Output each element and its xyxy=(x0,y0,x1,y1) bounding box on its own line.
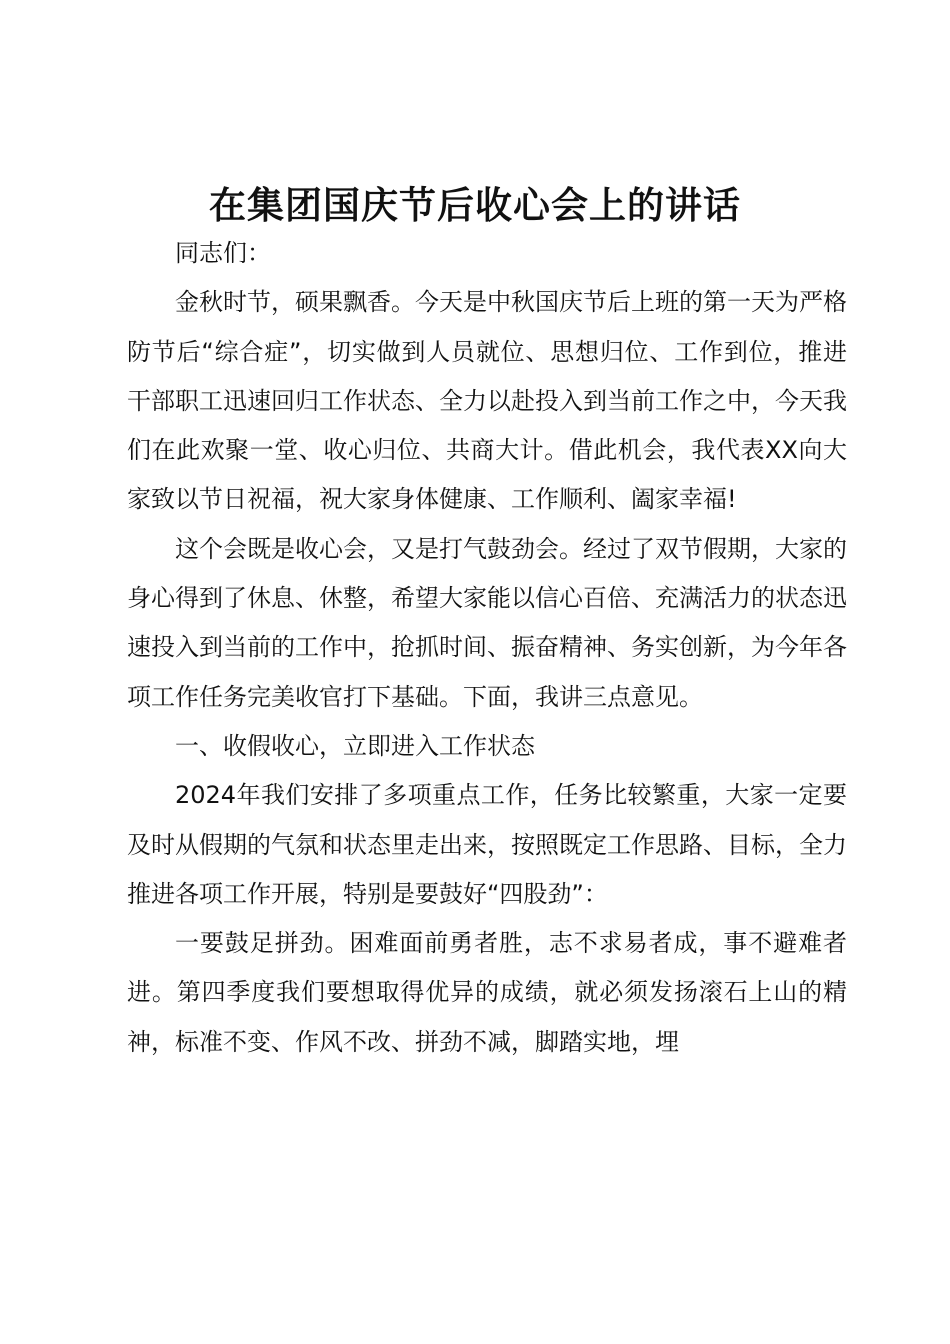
paragraph-2024-work: 2024年我们安排了多项重点工作，任务比较繁重，大家一定要及时从假期的气氛和状态里走出来，按照既定工作思路、目标，全力推进各项工作开展，特别是要鼓好“四股劲”： xyxy=(127,781,847,908)
salutation: 同志们： xyxy=(175,239,271,267)
paragraph-first-drive: 一要鼓足拼劲。困难面前勇者胜，志不求易者成，事不避难者进。第四季度我们要想取得优异的成绩，就必须发扬滚石上山的精神，标准不变、作风不改、拼劲不减，脚踏实地，埋 xyxy=(127,929,847,1056)
section-heading-1: 一、收假收心，立即进入工作状态 xyxy=(175,731,535,760)
document-body xyxy=(127,229,847,1067)
paragraph-meeting-purpose: 这个会既是收心会，又是打气鼓劲会。经过了双节假期，大家的身心得到了休息、休整，希望大家能以信心百倍、充满活力的状态迅速投入到当前的工作中，抢抓时间、振奋精神、务实创新，为今年各项工作任务完美收官打下基础。下面，我讲三点意见。 xyxy=(127,534,847,711)
document-title: 在集团国庆节后收心会上的讲话 xyxy=(209,184,741,227)
paragraph-opening: 金秋时节，硕果飘香。今天是中秋国庆节后上班的第一天为严格防节后“综合症”，切实做到人员就位、思想归位、工作到位，推进干部职工迅速回归工作状态、全力以赴投入到当前工作之中，今天我们在此欢聚一堂、收心归位、共商大计。借此机会，我代表XX向大家致以节日祝福，祝大家身体健康、工作顺利、阖家幸福! xyxy=(127,288,847,514)
